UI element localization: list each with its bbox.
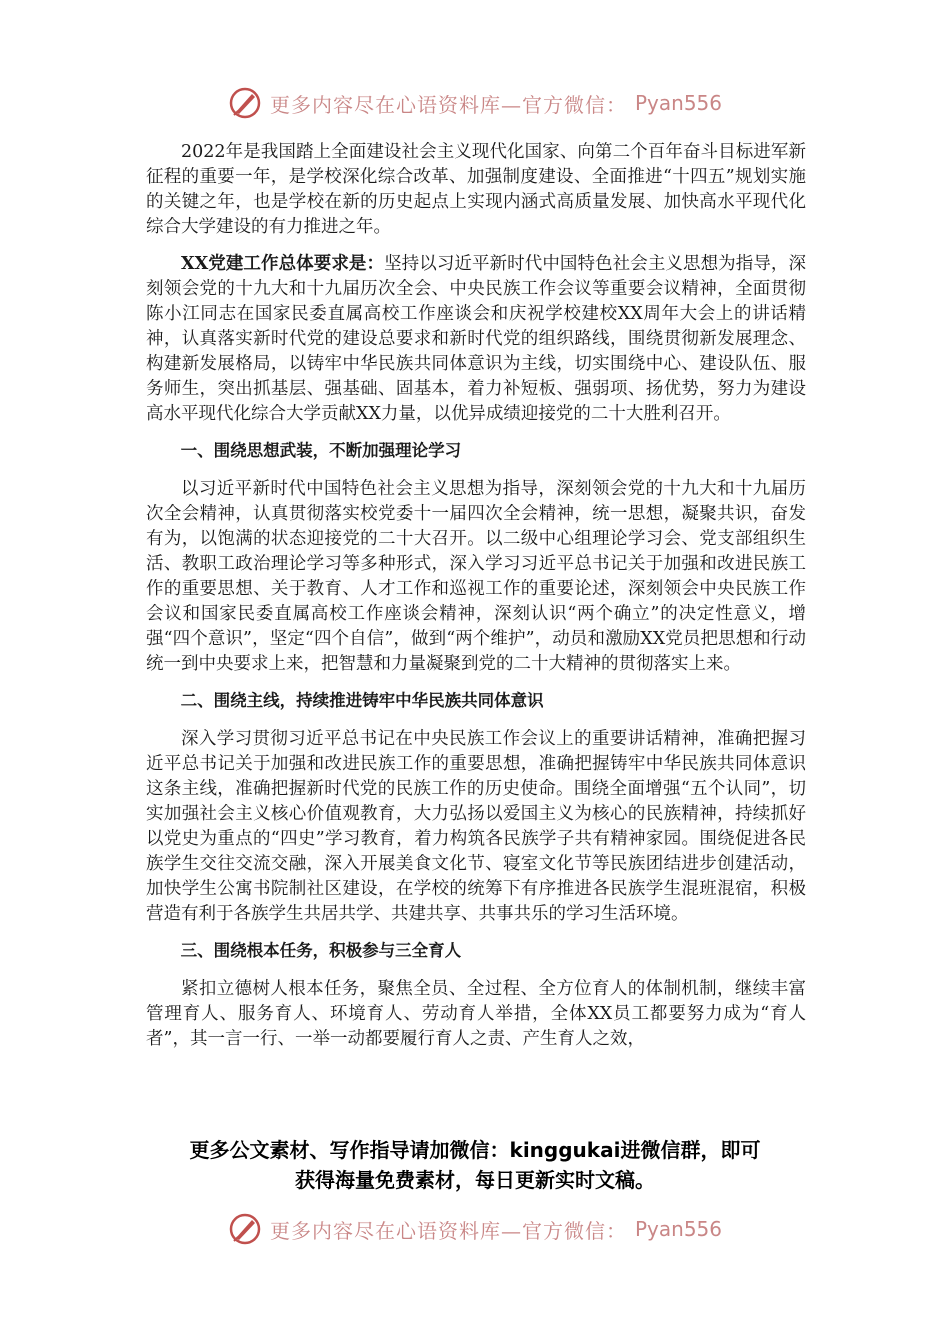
promo-banner	[120, 1135, 830, 1195]
watermark-code: Pyan556	[634, 1217, 722, 1241]
requirement-lead: XX党建工作总体要求是：	[181, 254, 385, 274]
requirement-paragraph	[146, 252, 806, 427]
section-heading-1: 一、围绕思想武装，不断加强理论学习	[180, 441, 462, 460]
section-paragraph-2: 深入学习贯彻习近平总书记在中央民族工作会议上的重要讲话精神，准确把握习近平总书记关于加强和改进民族工作的重要思想，准确把握铸牢中华民族共同体意识这条主线，准确把握新时代党的民族工作的历史使命。围绕全面增强“五个认同”，切实加强社会主义核心价值观教育，大力弘扬以爱国主义为核心的民族精神，持续抓好以党史为重点的“四史”学习教育，着力构筑各民族学子共有精神家园。围绕促进各民族学生交往交流交融，深入开展美食文化节、寝室文化节等民族团结进步创建活动，加快学生公寓书院制社区建设，在学校的统筹下有序推进各民族学生混班混宿，积极营造有利于各族学生共居共学、共建共享、共事共乐的学习生活环境。	[146, 729, 806, 924]
document-body	[146, 140, 806, 1064]
watermark-header	[0, 86, 950, 120]
section-paragraph-3: 紧扣立德树人根本任务，聚焦全员、全过程、全方位育人的体制机制，继续丰富管理育人、服务育人、环境育人、劳动育人举措，全体XX员工都要努力成为“育人者”，其一言一行、一举一动都要履行育人之责、产生育人之效，	[146, 979, 806, 1049]
pen-logo-icon	[228, 86, 262, 120]
promo-line-1: 更多公文素材、写作指导请加微信：kinggukai进微信群，即可	[189, 1138, 761, 1162]
pen-logo-icon	[228, 1212, 262, 1246]
watermark-footer	[0, 1212, 950, 1246]
promo-line-2: 获得海量免费素材，每日更新实时文稿。	[295, 1168, 655, 1192]
intro-paragraph: 2022年是我国踏上全面建设社会主义现代化国家、向第二个百年奋斗目标进军新征程的重要一年，是学校深化综合改革、加强制度建设、全面推进“十四五”规划实施的关键之年，也是学校在新的历史起点上实现内涵式高质量发展、加快高水平现代化综合大学建设的有力推进之年。	[146, 142, 806, 237]
section-heading-3: 三、围绕根本任务，积极参与三全育人	[180, 941, 462, 960]
watermark-text: 更多内容尽在心语资料库—官方微信：	[269, 1218, 627, 1243]
section-heading-2: 二、围绕主线，持续推进铸牢中华民族共同体意识	[180, 691, 544, 710]
requirement-body: 坚持以习近平新时代中国特色社会主义思想为指导，深刻领会党的十九大和十九届历次全会、中央民族工作会议等重要会议精神，全面贯彻陈小江同志在国家民委直属高校工作座谈会和庆祝学校建校XX周年大会上的讲话精神，认真落实新时代党的建设总要求和新时代党的组织路线，围绕贯彻新发展理念、构建新发展格局，以铸牢中华民族共同体意识为主线，切实围绕中心、建设队伍、服务师生，突出抓基层、强基础、固基本，着力补短板、强弱项、扬优势，努力为建设高水平现代化综合大学贡献XX力量，以优异成绩迎接党的二十大胜利召开。	[146, 254, 807, 424]
watermark-code: Pyan556	[634, 91, 722, 115]
section-paragraph-1: 以习近平新时代中国特色社会主义思想为指导，深刻领会党的十九大和十九届历次全会精神，认真贯彻落实校党委十一届四次全会精神，统一思想，凝聚共识，奋发有为，以饱满的状态迎接党的二十大召开。以二级中心组理论学习会、党支部组织生活、教职工政治理论学习等多种形式，深入学习习近平总书记关于加强和改进民族工作的重要思想、关于教育、人才工作和巡视工作的重要论述，深刻领会中央民族工作会议和国家民委直属高校工作座谈会精神，深刻认识“两个确立”的决定性意义，增强“四个意识”，坚定“四个自信”，做到“两个维护”，动员和激励XX党员把思想和行动统一到中央要求上来，把智慧和力量凝聚到党的二十大精神的贯彻落实上来。	[146, 479, 806, 674]
watermark-text: 更多内容尽在心语资料库—官方微信：	[269, 92, 627, 117]
